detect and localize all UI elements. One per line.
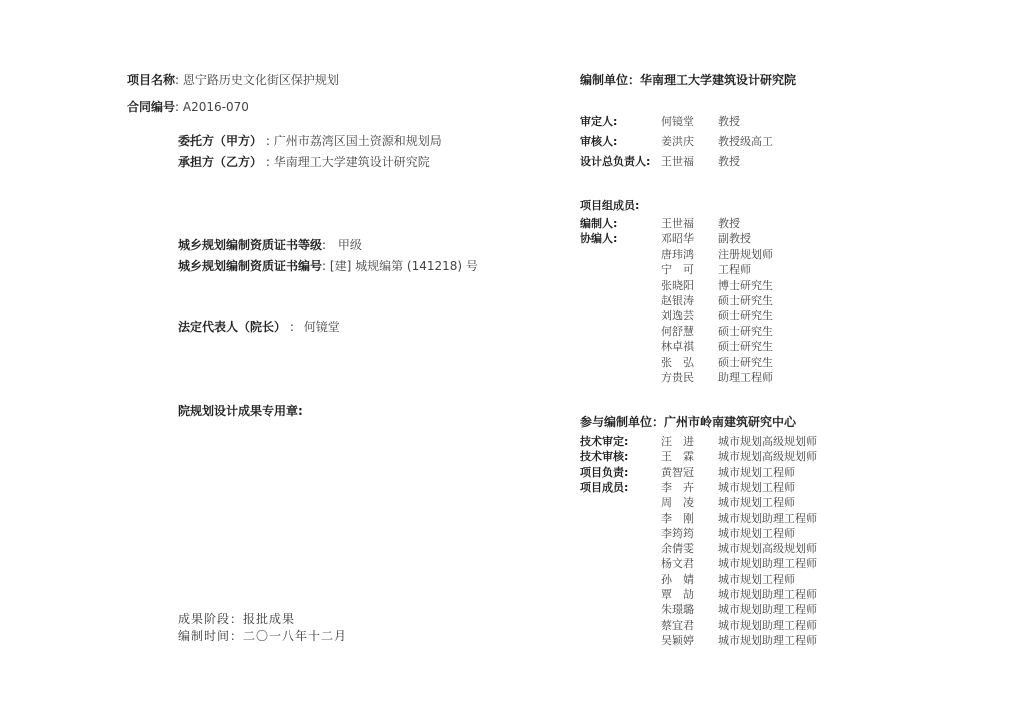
partners-title: 城市规划助理工程师 bbox=[718, 603, 817, 617]
team-title: 硕士研究生 bbox=[718, 340, 773, 354]
partners-name: 李 刚 bbox=[661, 511, 694, 525]
client-value: 广州市荔湾区国土资源和规划局 bbox=[273, 134, 442, 148]
partners-name: 朱璟璐 bbox=[661, 603, 694, 617]
cert-grade-sep: : bbox=[322, 238, 327, 252]
partners-name: 蔡宜君 bbox=[661, 618, 694, 632]
cert-no-sep: : bbox=[322, 259, 327, 273]
team-heading: 项目组成员: bbox=[580, 199, 640, 212]
reviewers-title: 教授级高工 bbox=[718, 135, 773, 148]
partners-name: 覃 劼 bbox=[661, 588, 694, 601]
partners-role: 技术审定: bbox=[580, 435, 629, 448]
cert-no-line bbox=[178, 257, 478, 274]
team-title: 硕士研究生 bbox=[718, 309, 773, 323]
reviewers-name: 姜洪庆 bbox=[661, 135, 694, 148]
team-name: 唐玮鸿 bbox=[661, 247, 694, 261]
partners-title: 城市规划工程师 bbox=[718, 480, 795, 494]
partners-role: 技术审核: bbox=[580, 450, 629, 464]
partners-name: 黄智冠 bbox=[661, 465, 694, 479]
partners-name: 汪 进 bbox=[661, 435, 694, 448]
reviewers-title: 教授 bbox=[718, 155, 740, 168]
team-title: 硕士研究生 bbox=[718, 355, 773, 369]
team-title: 硕士研究生 bbox=[718, 294, 773, 307]
contract-no-sep: : bbox=[175, 100, 180, 114]
team-title: 硕士研究生 bbox=[718, 324, 773, 338]
team-name: 张晓阳 bbox=[661, 278, 694, 292]
partners-title: 城市规划工程师 bbox=[718, 496, 795, 510]
team-title: 工程师 bbox=[718, 263, 751, 277]
partners-role: 项目成员: bbox=[580, 480, 629, 494]
partners-title: 城市规划助理工程师 bbox=[718, 557, 817, 571]
seal-label: 院规划设计成果专用章: bbox=[178, 404, 303, 418]
unit-label: 编制单位：华南理工大学建筑设计研究院 bbox=[580, 73, 797, 87]
partner-heading: 参与编制单位：广州市岭南建筑研究中心 bbox=[580, 415, 797, 429]
team-name: 刘逸芸 bbox=[661, 309, 694, 323]
team-title: 博士研究生 bbox=[718, 278, 773, 292]
team-title: 教授 bbox=[718, 217, 740, 230]
project-name-sep: : bbox=[175, 73, 180, 87]
partners-title: 城市规划工程师 bbox=[718, 465, 795, 479]
team-name: 何舒慧 bbox=[661, 324, 694, 338]
project-name-label: 项目名称 bbox=[127, 73, 176, 87]
partners-title: 城市规划高级规划师 bbox=[718, 435, 817, 448]
contractor-sep: : bbox=[265, 155, 270, 169]
partners-name: 余倩雯 bbox=[661, 542, 694, 556]
partners-name: 李 卉 bbox=[661, 480, 694, 494]
contractor-line bbox=[178, 153, 430, 170]
contract-no-label: 合同编号 bbox=[127, 100, 176, 114]
date-label: 编制时间：二〇一八年十二月 bbox=[178, 629, 348, 643]
client-label: 委托方（甲方） bbox=[178, 134, 263, 148]
reviewers-name: 王世福 bbox=[661, 155, 694, 168]
partners-role: 项目负责: bbox=[580, 465, 629, 479]
partners-title: 城市规划助理工程师 bbox=[718, 511, 817, 525]
legal-rep-sep: : bbox=[289, 320, 294, 334]
team-name: 宁 可 bbox=[661, 263, 694, 277]
legal-rep-line bbox=[178, 318, 340, 335]
client-sep: : bbox=[265, 134, 270, 148]
partners-name: 周 凌 bbox=[661, 496, 694, 510]
partners-title: 城市规划高级规划师 bbox=[718, 542, 817, 556]
cert-grade-line bbox=[178, 236, 362, 253]
team-name: 张 弘 bbox=[661, 355, 694, 369]
team-title: 助理工程师 bbox=[718, 371, 773, 384]
project-name-line bbox=[127, 71, 339, 88]
contractor-value: 华南理工大学建筑设计研究院 bbox=[273, 155, 430, 169]
client-line bbox=[178, 132, 442, 149]
team-name: 林卓祺 bbox=[661, 340, 694, 354]
cert-grade-value: 甲级 bbox=[337, 238, 362, 252]
partners-title: 城市规划工程师 bbox=[718, 572, 795, 586]
partners-name: 孙 婧 bbox=[661, 572, 694, 586]
team-title: 副教授 bbox=[718, 232, 751, 246]
team-role: 协编人: bbox=[580, 232, 618, 246]
team-name: 方贵民 bbox=[661, 371, 694, 384]
partners-name: 吴颖婷 bbox=[661, 633, 694, 647]
partners-name: 杨文君 bbox=[661, 557, 694, 571]
legal-rep-label: 法定代表人（院长） bbox=[178, 320, 287, 334]
reviewers-title: 教授 bbox=[718, 115, 740, 128]
contractor-label: 承担方（乙方） bbox=[178, 155, 263, 169]
team-name: 赵银涛 bbox=[661, 294, 694, 307]
team-name: 王世福 bbox=[661, 217, 694, 230]
contract-no-value: A2016-070 bbox=[182, 100, 249, 114]
project-name-value: 恩宁路历史文化街区保护规划 bbox=[182, 73, 339, 87]
partners-title: 城市规划助理工程师 bbox=[718, 618, 817, 632]
partners-name: 王 霖 bbox=[661, 450, 694, 464]
cert-no-label: 城乡规划编制资质证书编号 bbox=[178, 259, 323, 273]
partners-title: 城市规划工程师 bbox=[718, 526, 795, 540]
reviewers-name: 何镜堂 bbox=[661, 115, 694, 128]
reviewers-role: 审定人: bbox=[580, 115, 618, 128]
legal-rep-value: 何镜堂 bbox=[303, 320, 340, 334]
reviewers-role: 审核人: bbox=[580, 135, 618, 148]
partners-title: 城市规划助理工程师 bbox=[718, 588, 817, 601]
team-title: 注册规划师 bbox=[718, 247, 773, 261]
team-role: 编制人: bbox=[580, 217, 618, 230]
reviewers-role: 设计总负责人: bbox=[580, 155, 651, 168]
cert-grade-label: 城乡规划编制资质证书等级 bbox=[178, 238, 323, 252]
cert-no-value: [建] 城规编第 (141218) 号 bbox=[329, 259, 478, 273]
partners-name: 李筠筠 bbox=[661, 526, 694, 540]
partners-title: 城市规划助理工程师 bbox=[718, 633, 817, 647]
team-name: 邓昭华 bbox=[661, 232, 694, 246]
contract-no-line bbox=[127, 98, 249, 115]
partners-title: 城市规划高级规划师 bbox=[718, 450, 817, 464]
stage-label: 成果阶段：报批成果 bbox=[178, 612, 296, 626]
